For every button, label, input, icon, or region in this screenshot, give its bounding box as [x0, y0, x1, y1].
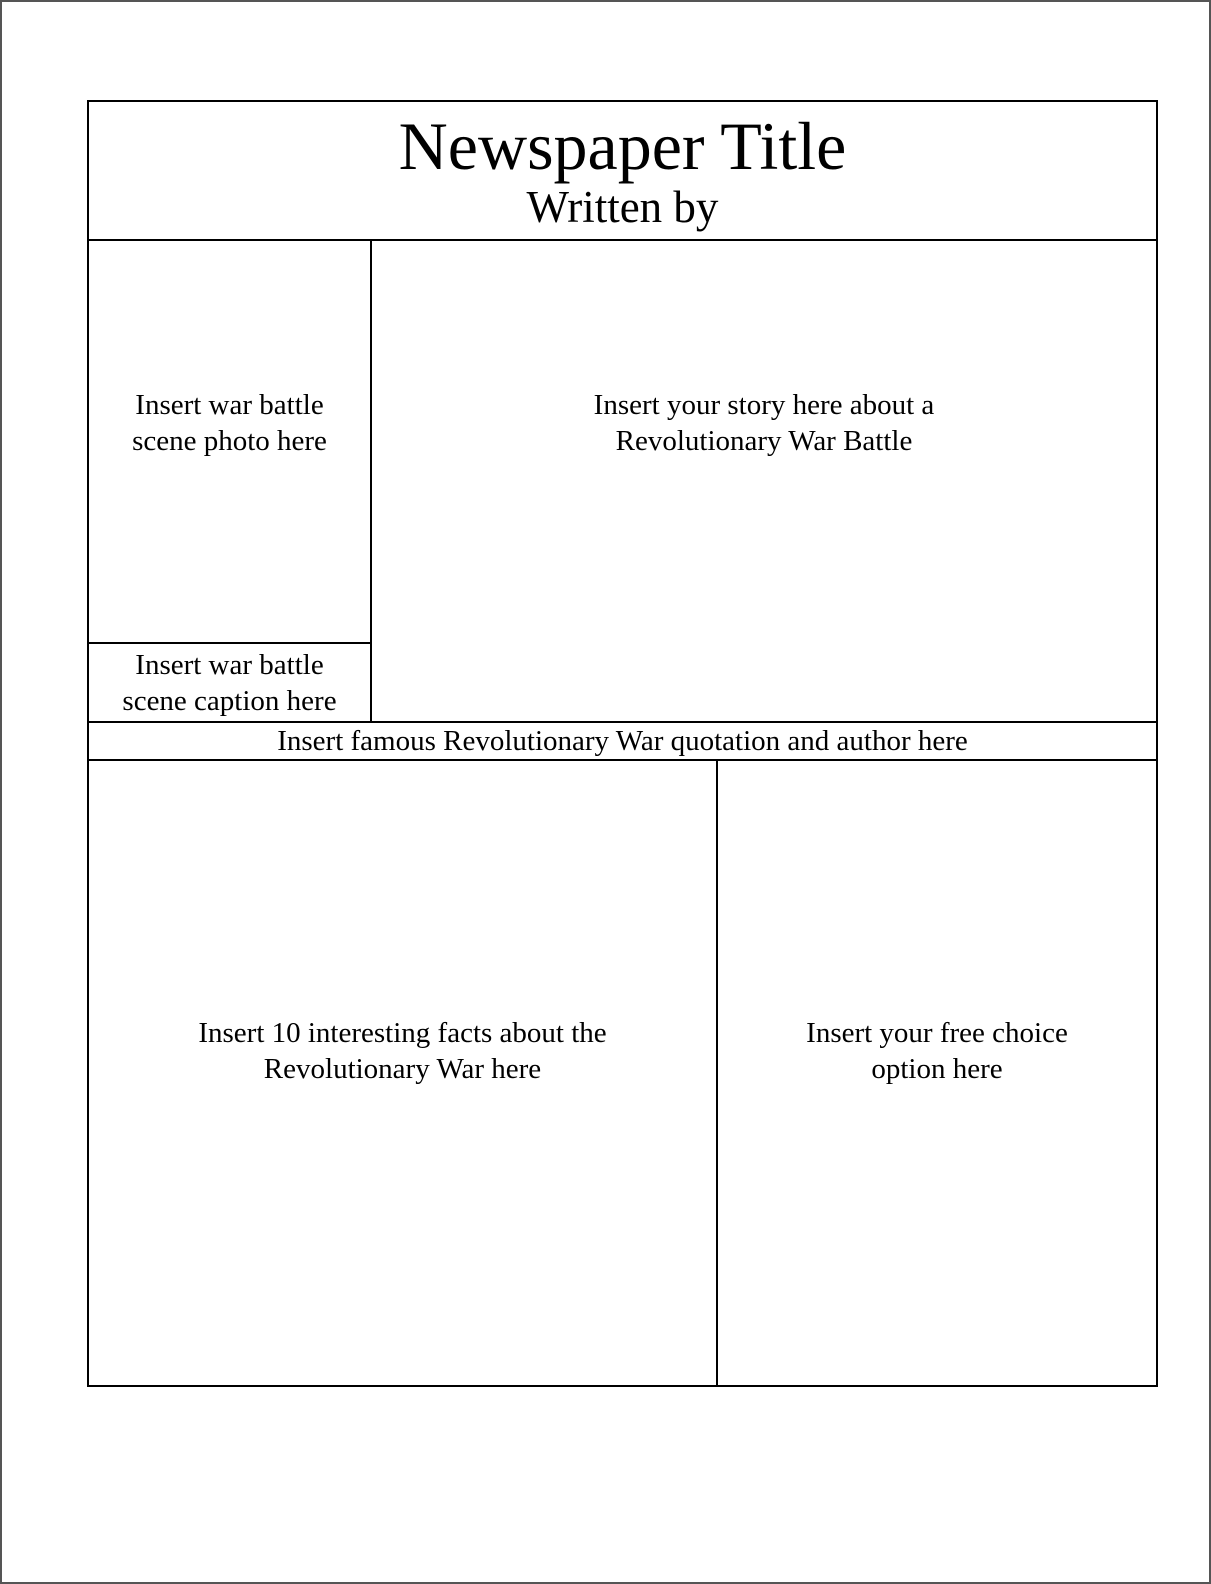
story-placeholder [370, 239, 1158, 723]
written-by-label: Written by [526, 182, 719, 232]
free-choice-placeholder [716, 759, 1158, 1387]
quotation-label: Insert famous Revolutionary War quotation and author here [277, 725, 968, 757]
facts-placeholder-label: Insert 10 interesting facts about the Revolutionary War here [198, 1017, 607, 1085]
story-placeholder-label: Insert your story here about a Revolutionary War Battle [593, 389, 935, 457]
newspaper-header [87, 100, 1158, 241]
quotation-bar [87, 721, 1158, 761]
caption-placeholder-label: Insert war battle scene caption here [122, 648, 337, 717]
facts-placeholder [87, 759, 718, 1387]
photo-placeholder-label: Insert war battle scene photo here [132, 389, 327, 457]
free-choice-placeholder-label: Insert your free choice option here [806, 1017, 1068, 1085]
caption-placeholder [87, 642, 372, 723]
newspaper-title: Newspaper Title [398, 108, 847, 184]
photo-placeholder [87, 239, 372, 644]
